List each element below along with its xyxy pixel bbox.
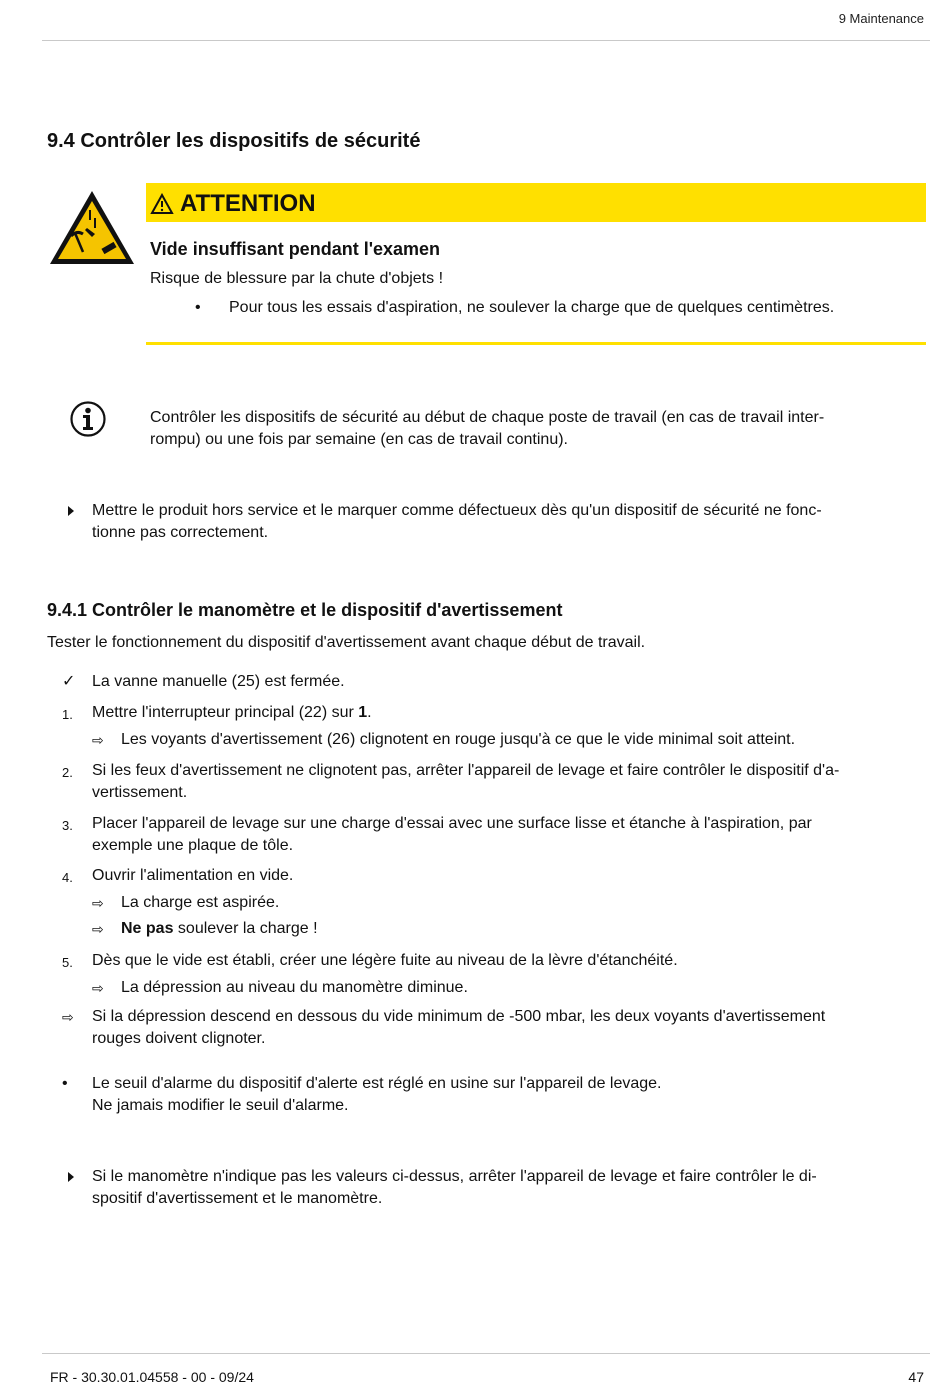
step-1-text-bold: 1 [358, 704, 368, 721]
page-number: 47 [908, 1369, 924, 1385]
action-arrow-icon [68, 1172, 74, 1182]
note-line-2: Ne jamais modifier le seuil d'alarme. [92, 1097, 349, 1114]
warning-label [150, 190, 316, 218]
info-line-2: rompu) ou une fois par semaine (en cas de travail continu). [150, 431, 568, 448]
warning-title: Vide insuffisant pendant l'examen [150, 239, 441, 259]
header-divider [42, 40, 930, 41]
step-number: 5. [62, 955, 73, 970]
step-2-line-1: Si les feux d'avertissement ne clignotent pas, arrêter l'appareil de levage et faire contrôler le dispositif d'a- [92, 762, 840, 779]
bullet-icon: • [62, 1075, 68, 1092]
result-arrow-icon: ⇨ [62, 1009, 74, 1025]
step-number: 2. [62, 765, 73, 780]
result-5-text: La dépression au niveau du manomètre diminue. [121, 979, 468, 996]
header-chapter: 9 Maintenance [838, 11, 924, 26]
subsection-title: 9.4.1 Contrôler le manomètre et le dispositif d'avertissement [47, 600, 563, 620]
note-line-1: Le seuil d'alarme du dispositif d'alerte est réglé en usine sur l'appareil de levage. [92, 1075, 662, 1092]
final-result-line-2: rouges doivent clignoter. [92, 1030, 266, 1047]
step-3-line-1: Placer l'appareil de levage sur une charge d'essai avec une surface lisse et étanche à l'aspiration, par [92, 815, 812, 832]
step-1-text [92, 702, 372, 724]
result-arrow-icon: ⇨ [92, 895, 104, 911]
action-arrow-icon [68, 506, 74, 516]
falling-objects-warning-icon [47, 188, 137, 268]
bullet-icon: • [195, 299, 201, 316]
action-text [92, 500, 922, 544]
result-1-text: Les voyants d'avertissement (26) clignotent en rouge jusqu'à ce que le vide minimal soit atteint. [121, 731, 796, 748]
section-title: 9.4 Contrôler les dispositifs de sécurité [47, 130, 421, 152]
final-result-line-1: Si la dépression descend en dessous du vide minimum de -500 mbar, les deux voyants d'avertissement [92, 1008, 826, 1025]
info-text [150, 407, 910, 451]
action-line-2: tionne pas correctement. [92, 524, 269, 541]
warning-bottom-rule [146, 342, 926, 345]
step-4-text: Ouvrir l'alimentation en vide. [92, 867, 294, 884]
result-arrow-icon: ⇨ [92, 732, 104, 748]
info-icon [69, 400, 107, 438]
step-1-text-main: Mettre l'interrupteur principal (22) sur [92, 704, 359, 721]
checkmark-icon: ✓ [62, 673, 76, 690]
result-4b-text [121, 918, 318, 940]
warning-triangle-icon [150, 193, 174, 215]
final-action-line-2: spositif d'avertissement et le manomètre. [92, 1190, 383, 1207]
result-4b-bold: Ne pas [121, 920, 174, 937]
warning-bullet: Pour tous les essais d'aspiration, ne soulever la charge que de quelques centimètres. [229, 299, 835, 316]
step-1-text-end: . [367, 704, 372, 721]
result-4b-rest: soulever la charge ! [173, 920, 318, 937]
final-action-line-1: Si le manomètre n'indique pas les valeurs ci-dessus, arrêter l'appareil de levage et faire contrôler le di- [92, 1168, 817, 1185]
result-arrow-icon: ⇨ [92, 921, 104, 937]
step-number: 1. [62, 707, 73, 722]
step-number: 4. [62, 870, 73, 885]
final-result-text [92, 1006, 922, 1050]
step-number: 3. [62, 818, 73, 833]
info-line-1: Contrôler les dispositifs de sécurité au début de chaque poste de travail (en cas de travail inter- [150, 409, 825, 426]
result-arrow-icon: ⇨ [92, 980, 104, 996]
step-2-text [92, 760, 922, 804]
result-4a-text: La charge est aspirée. [121, 894, 280, 911]
note-text [92, 1073, 922, 1117]
warning-text: Risque de blessure par la chute d'objets ! [150, 270, 444, 287]
step-3-line-2: exemple une plaque de tôle. [92, 837, 294, 854]
footer-document-id: FR - 30.30.01.04558 - 00 - 09/24 [50, 1369, 254, 1385]
action-line-1: Mettre le produit hors service et le marquer comme défectueux dès qu'un dispositif de sécurité ne fonc- [92, 502, 822, 519]
step-2-line-2: vertissement. [92, 784, 188, 801]
subsection-intro: Tester le fonctionnement du dispositif d'avertissement avant chaque début de travail. [47, 634, 646, 651]
step-5-text: Dès que le vide est établi, créer une légère fuite au niveau de la lèvre d'étanchéité. [92, 952, 678, 969]
step-3-text [92, 813, 922, 857]
footer-divider [42, 1353, 930, 1354]
final-action-text [92, 1166, 922, 1210]
warning-label-text: ATTENTION [180, 190, 316, 217]
precondition-text: La vanne manuelle (25) est fermée. [92, 673, 345, 690]
